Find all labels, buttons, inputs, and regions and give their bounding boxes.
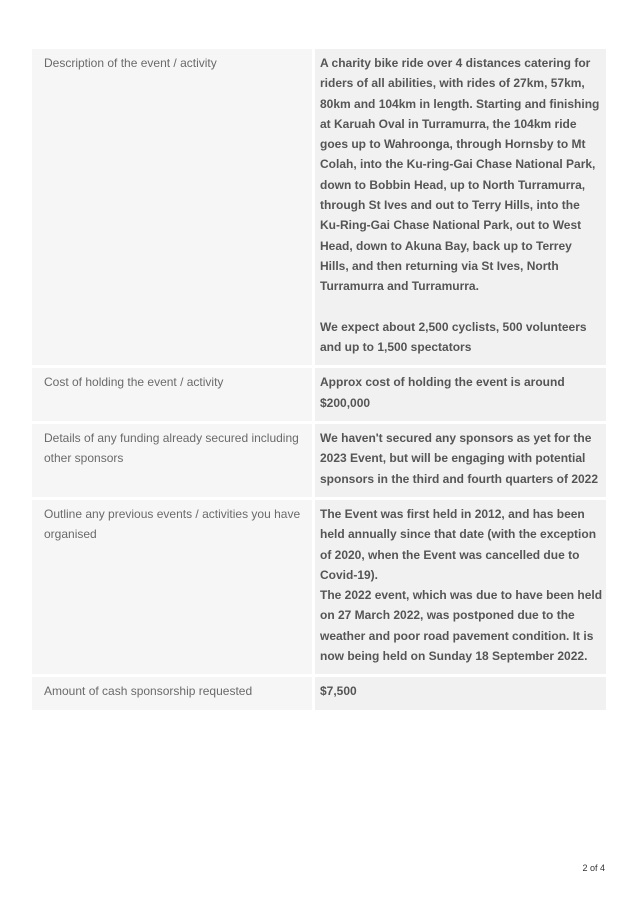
field-label-previous-events: Outline any previous events / activities you have organised [32, 500, 315, 674]
funding-secured-text: We haven't secured any sponsors as yet for the 2023 Event, but will be engaging with potential sponsors in the third and fourth quarters of 2022 [320, 431, 599, 486]
page-number: 2 of 4 [582, 863, 605, 873]
table-row-previous-events [32, 500, 606, 677]
field-label-sponsorship-amount: Amount of cash sponsorship requested [32, 677, 315, 709]
field-value-sponsorship-amount [315, 677, 606, 709]
field-label-event-description: Description of the event / activity [32, 49, 315, 365]
event-description-paragraph: A charity bike ride over 4 distances catering for riders of all abilities, with rides of 27km, 57km, 80km and 104km in length. Starting and finishing at Karuah Oval in Turramurra, the 104km ride goes up to Wahroonga, through Hornsby to Mt Colah, into the Ku-ring-Gai Chase National Park, down to Bobbin Head, up to North Turramurra, through St Ives and out to Terry Hills, into the Ku-Ring-Gai Chase National Park, out to West Head, down to Akuna Bay, back up to Terrey Hills, and then returning via St Ives, North Turramurra and Turramurra. [320, 56, 600, 294]
table-row-event-cost [32, 368, 606, 424]
sponsorship-form-table [32, 49, 606, 713]
field-label-funding-secured: Details of any funding already secured including other sponsors [32, 424, 315, 497]
field-value-previous-events [315, 500, 606, 674]
field-value-funding-secured [315, 424, 606, 497]
field-label-event-cost: Cost of holding the event / activity [32, 368, 315, 421]
field-value-event-cost [315, 368, 606, 421]
sponsorship-amount-text: $7,500 [320, 684, 357, 699]
event-cost-text: Approx cost of holding the event is around $200,000 [320, 375, 565, 410]
table-row-funding-secured [32, 424, 606, 500]
table-row-sponsorship-amount [32, 677, 606, 712]
field-value-event-description [315, 49, 606, 365]
attendance-estimate-paragraph: We expect about 2,500 cyclists, 500 volunteers and up to 1,500 spectators [320, 319, 587, 355]
previous-events-history-paragraph: The Event was first held in 2012, and has been held annually since that date (with the exception of 2020, when the Event was cancelled due to Covid-19). [320, 506, 597, 582]
table-row-event-description [32, 49, 606, 368]
previous-events-2022-paragraph: The 2022 event, which was due to have been held on 27 March 2022, was postponed due to the weather and poor road pavement condition. It is now being held on Sunday 18 September 2022. [320, 588, 603, 664]
